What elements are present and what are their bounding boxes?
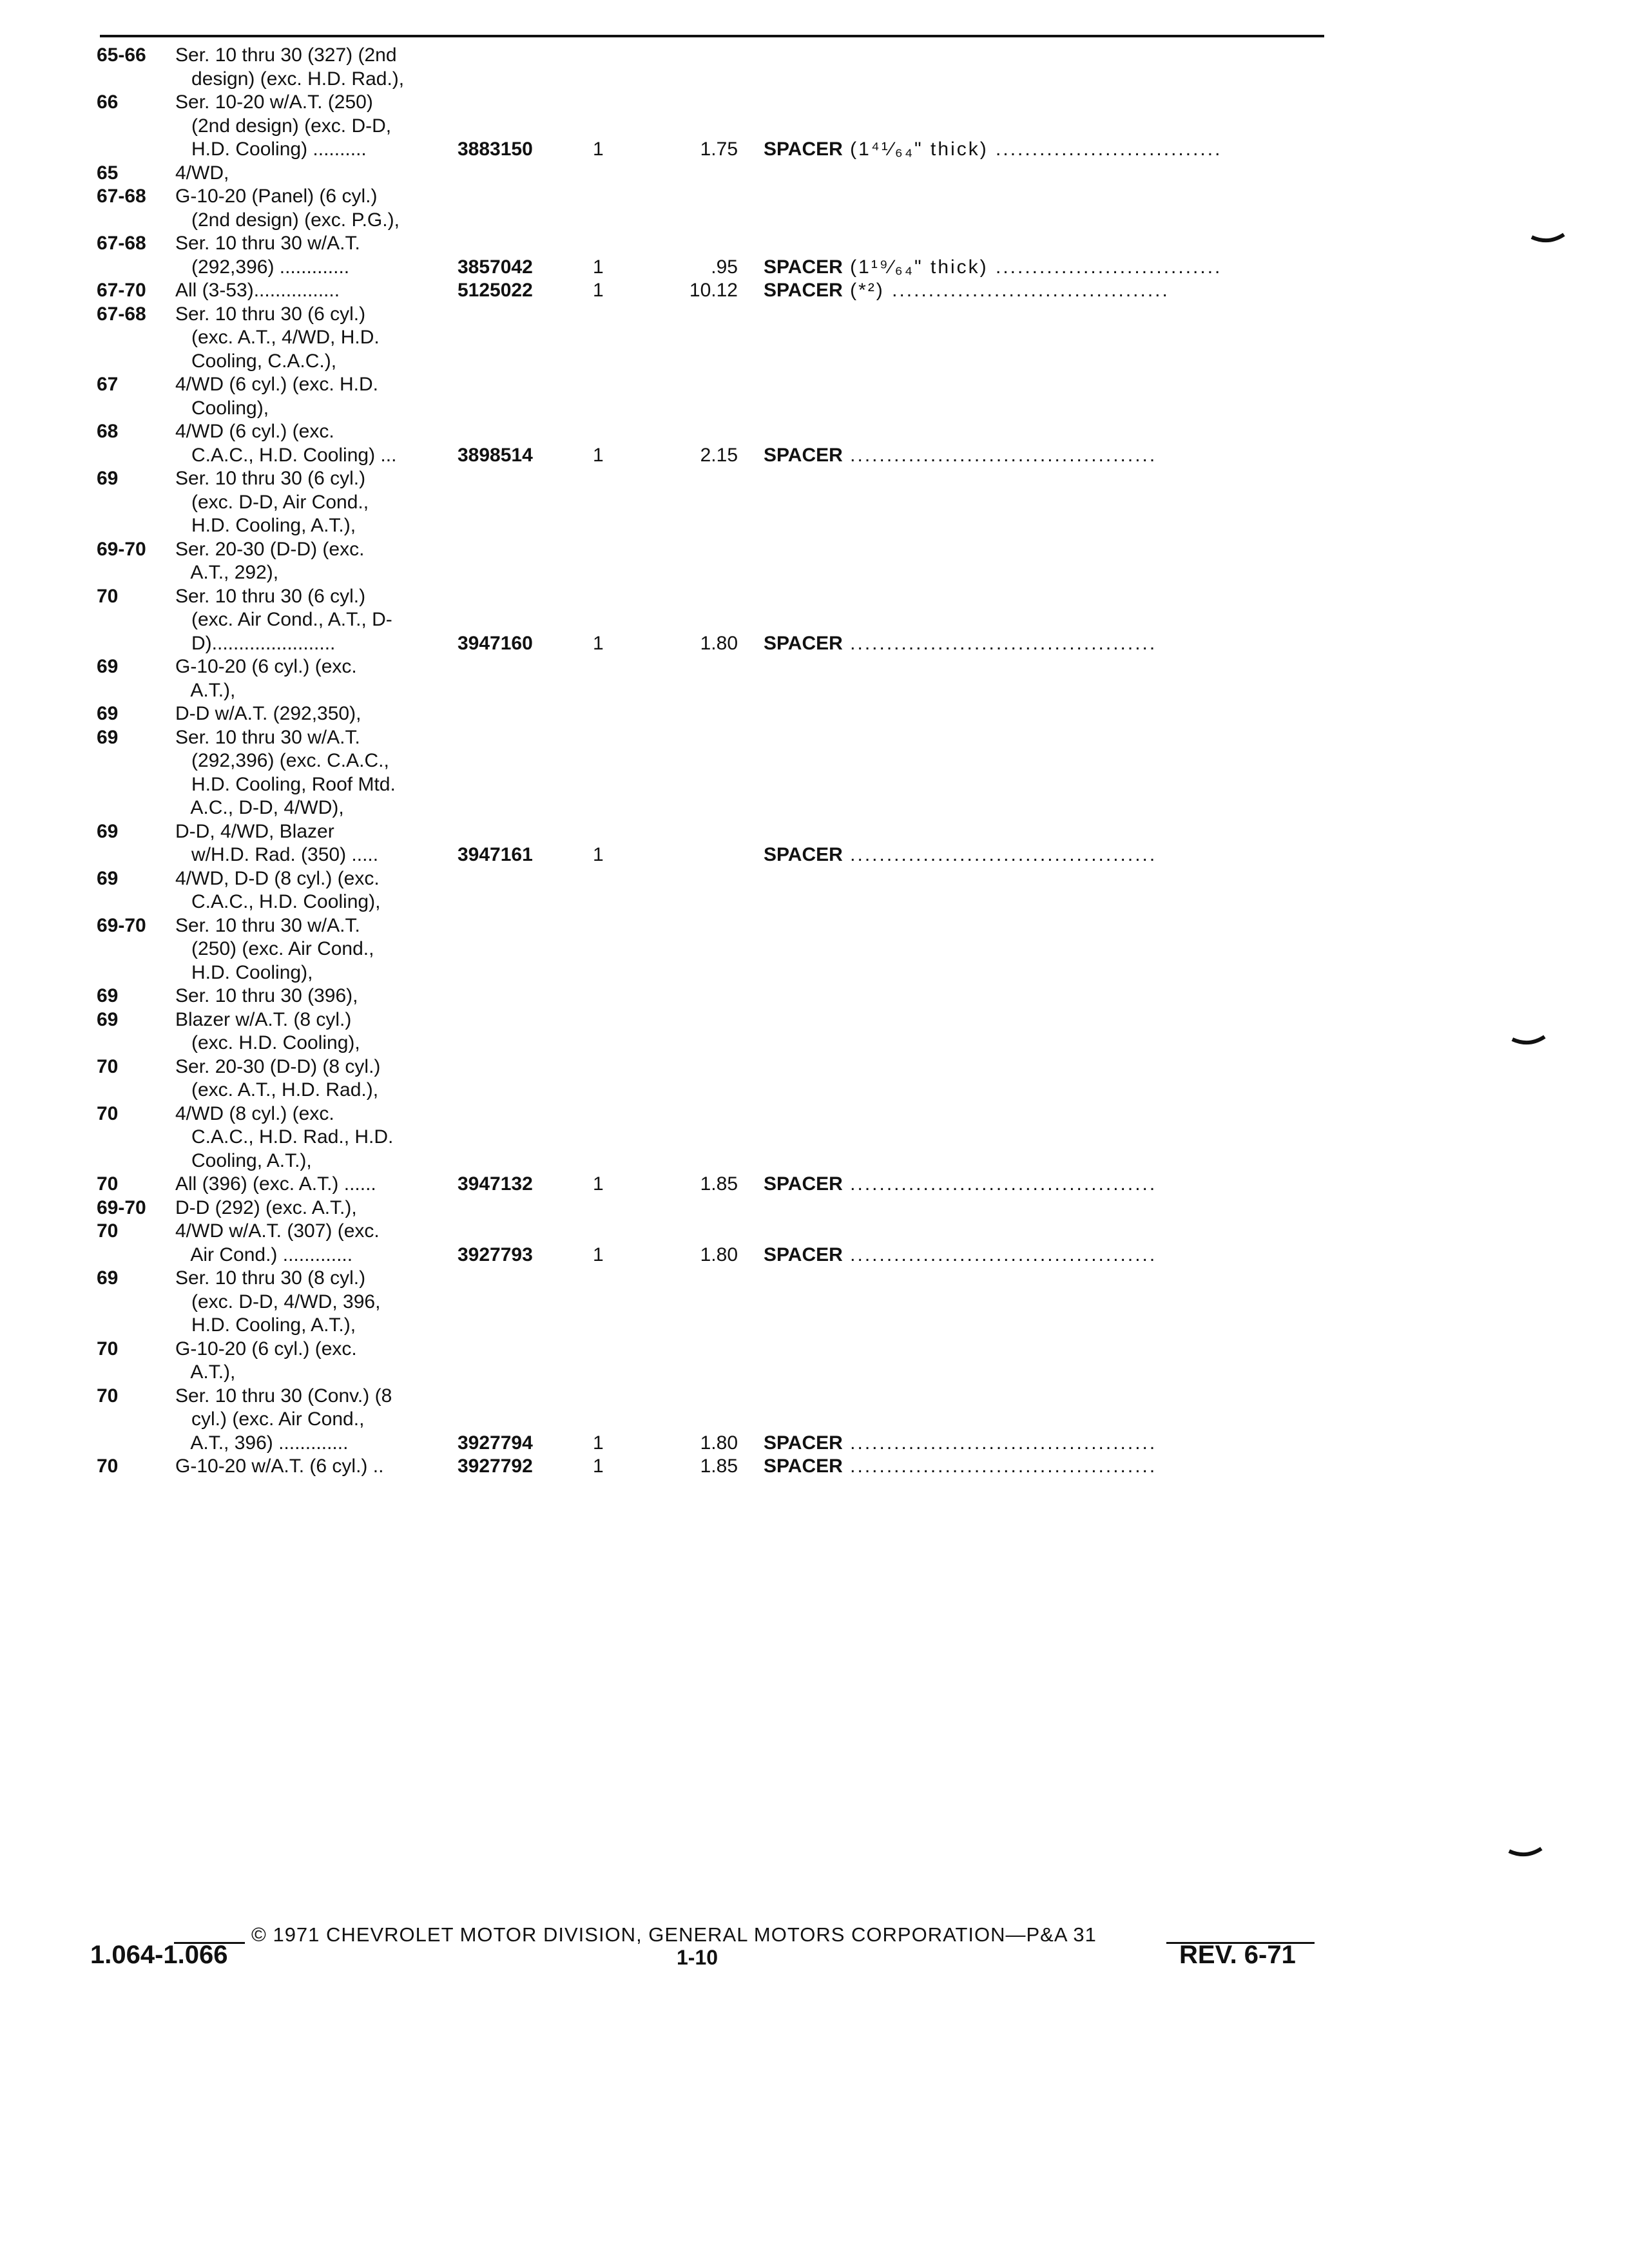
application-description: G-10-20 (6 cyl.) (exc. <box>175 1338 357 1360</box>
part-name <box>764 444 1157 467</box>
part-name-detail: .......................................... <box>842 1432 1157 1454</box>
quantity: 1 <box>593 1456 604 1477</box>
application-description: A.T.), <box>175 1361 236 1383</box>
part-number: 3927794 <box>458 1432 533 1454</box>
model-year: 70 <box>97 1173 119 1195</box>
part-name-detail: .......................................... <box>842 632 1157 654</box>
part-name-detail: .......................................... <box>842 1244 1157 1265</box>
application-description: D-D w/A.T. (292,350), <box>175 703 361 724</box>
part-name-detail: .......................................... <box>842 444 1157 466</box>
part-number: 3947132 <box>458 1173 533 1195</box>
part-number: 3857042 <box>458 256 533 278</box>
application-description: G-10-20 (Panel) (6 cyl.) <box>175 186 378 207</box>
model-year: 70 <box>97 1220 119 1242</box>
price: 1.80 <box>700 632 738 654</box>
application-description: (exc. A.T., H.D. Rad.), <box>175 1079 379 1100</box>
application-description: Ser. 20-30 (D-D) (8 cyl.) <box>175 1055 381 1077</box>
model-year: 67-68 <box>97 303 146 325</box>
application-description: Blazer w/A.T. (8 cyl.) <box>175 1008 352 1030</box>
price: .95 <box>711 256 738 278</box>
quantity: 1 <box>593 1432 604 1454</box>
application-description: H.D. Cooling, A.T.), <box>175 515 356 536</box>
quantity: 1 <box>593 632 604 654</box>
application-description: Ser. 10 thru 30 (6 cyl.) <box>175 585 366 607</box>
application-description: (2nd design) (exc. D-D, <box>175 115 392 137</box>
model-year: 67-70 <box>97 280 146 301</box>
part-number: 3927792 <box>458 1456 533 1477</box>
model-year: 69 <box>97 703 119 724</box>
part-name-bold: SPACER <box>764 139 843 160</box>
model-year: 69 <box>97 820 119 842</box>
quantity: 1 <box>593 1244 604 1265</box>
application-description: 4/WD, <box>175 162 229 184</box>
model-year: 65 <box>97 162 119 184</box>
part-name-bold: SPACER <box>764 1456 843 1477</box>
application-description: D)....................... <box>175 632 336 654</box>
quantity: 1 <box>593 139 604 160</box>
quantity: 1 <box>593 280 604 301</box>
application-description: cyl.) (exc. Air Cond., <box>175 1408 365 1430</box>
application-description: D-D (292) (exc. A.T.), <box>175 1196 357 1218</box>
part-name-bold: SPACER <box>764 844 843 865</box>
part-name-bold: SPACER <box>764 632 843 654</box>
application-description: (292,396) (exc. C.A.C., <box>175 750 389 771</box>
part-number: 5125022 <box>458 280 533 301</box>
application-description: Ser. 10 thru 30 (327) (2nd <box>175 44 397 66</box>
model-year: 66 <box>97 91 119 113</box>
application-description: Ser. 10-20 w/A.T. (250) <box>175 91 373 113</box>
page-number: 1-10 <box>677 1946 718 1969</box>
application-description: Ser. 10 thru 30 (Conv.) (8 <box>175 1385 392 1407</box>
part-name-bold: SPACER <box>764 1432 843 1454</box>
application-description: C.A.C., H.D. Cooling), <box>175 891 381 912</box>
part-name-detail: .......................................... <box>842 1173 1157 1195</box>
model-year: 69-70 <box>97 1196 146 1218</box>
footer-copyright: © 1971 CHEVROLET MOTOR DIVISION, GENERAL MOTORS CORPORATION—P&A 31 <box>251 1923 1097 1946</box>
part-name <box>764 256 1222 279</box>
application-description: Ser. 10 thru 30 w/A.T. <box>175 233 360 254</box>
application-description: A.T.), <box>175 679 236 701</box>
part-number: 3947160 <box>458 632 533 654</box>
model-year: 69-70 <box>97 914 146 936</box>
model-year: 69 <box>97 1267 119 1289</box>
price: 1.80 <box>700 1432 738 1454</box>
application-description: 4/WD (6 cyl.) (exc. H.D. <box>175 374 379 395</box>
application-description: (250) (exc. Air Cond., <box>175 938 374 959</box>
part-name <box>764 279 1170 302</box>
application-description: A.C., D-D, 4/WD), <box>175 797 344 818</box>
quantity: 1 <box>593 1173 604 1195</box>
model-year: 67-68 <box>97 186 146 207</box>
model-year: 69 <box>97 726 119 748</box>
scan-mark-3 <box>1508 1846 1543 1860</box>
model-year: 68 <box>97 421 119 442</box>
model-year: 70 <box>97 1456 119 1477</box>
model-year: 69 <box>97 468 119 489</box>
part-name <box>764 632 1157 655</box>
application-description: C.A.C., H.D. Rad., H.D. <box>175 1126 394 1148</box>
application-description: 4/WD w/A.T. (307) (exc. <box>175 1220 380 1242</box>
application-description: D-D, 4/WD, Blazer <box>175 820 334 842</box>
application-description: H.D. Cooling, A.T.), <box>175 1314 356 1336</box>
price: 2.15 <box>700 444 738 466</box>
price: 1.75 <box>700 139 738 160</box>
quantity: 1 <box>593 844 604 865</box>
model-year: 70 <box>97 1055 119 1077</box>
part-name-bold: SPACER <box>764 256 843 278</box>
part-name-detail: .......................................... <box>842 1456 1157 1477</box>
application-description: Ser. 20-30 (D-D) (exc. <box>175 538 365 560</box>
application-description: Ser. 10 thru 30 (6 cyl.) <box>175 303 366 325</box>
application-description: 4/WD (8 cyl.) (exc. <box>175 1102 334 1124</box>
model-year: 67 <box>97 374 119 395</box>
application-description: H.D. Cooling, Roof Mtd. <box>175 773 396 795</box>
model-year: 69 <box>97 867 119 889</box>
application-description: A.T., 292), <box>175 562 279 583</box>
price: 1.80 <box>700 1244 738 1265</box>
model-year: 65-66 <box>97 44 146 66</box>
revision: REV. 6-71 <box>1179 1941 1296 1969</box>
application-description: (exc. H.D. Cooling), <box>175 1032 360 1053</box>
application-description: Ser. 10 thru 30 w/A.T. <box>175 914 360 936</box>
scan-mark-2 <box>1511 1034 1547 1048</box>
quantity: 1 <box>593 256 604 278</box>
application-description: Ser. 10 thru 30 (396), <box>175 985 358 1006</box>
application-description: (exc. Air Cond., A.T., D- <box>175 609 392 630</box>
part-name <box>764 1455 1157 1478</box>
group-number: 1.064-1.066 <box>90 1941 228 1969</box>
part-name-bold: SPACER <box>764 1244 843 1265</box>
application-description: (2nd design) (exc. P.G.), <box>175 209 400 231</box>
scan-mark-1 <box>1530 232 1566 246</box>
model-year: 70 <box>97 1338 119 1360</box>
model-year: 70 <box>97 585 119 607</box>
model-year: 69 <box>97 1008 119 1030</box>
part-name-bold: SPACER <box>764 1173 843 1195</box>
application-description: Ser. 10 thru 30 (6 cyl.) <box>175 468 366 489</box>
application-description: Ser. 10 thru 30 (8 cyl.) <box>175 1267 366 1289</box>
model-year: 69-70 <box>97 538 146 560</box>
model-year: 67-68 <box>97 233 146 254</box>
model-year: 70 <box>97 1102 119 1124</box>
application-description: 4/WD, D-D (8 cyl.) (exc. <box>175 867 380 889</box>
price: 1.85 <box>700 1456 738 1477</box>
application-description: H.D. Cooling) .......... <box>175 139 367 160</box>
part-number: 3898514 <box>458 444 533 466</box>
part-name-detail: (1⁴¹⁄₆₄" thick) ............................... <box>842 139 1222 160</box>
part-name <box>764 1432 1157 1455</box>
part-number: 3883150 <box>458 139 533 160</box>
application-description: Air Cond.) ............. <box>175 1244 353 1265</box>
top-rule <box>100 35 1324 37</box>
application-description: w/H.D. Rad. (350) ..... <box>175 844 379 865</box>
part-name <box>764 1244 1157 1267</box>
part-number: 3927793 <box>458 1244 533 1265</box>
application-description: Cooling, C.A.C.), <box>175 350 337 372</box>
part-number: 3947161 <box>458 844 533 865</box>
price: 1.85 <box>700 1173 738 1195</box>
application-description: 4/WD (6 cyl.) (exc. <box>175 421 334 442</box>
model-year: 69 <box>97 656 119 677</box>
part-name <box>764 138 1222 161</box>
application-description: (292,396) ............. <box>175 256 350 278</box>
application-description: C.A.C., H.D. Cooling) ... <box>175 444 397 466</box>
application-description: design) (exc. H.D. Rad.), <box>175 68 405 90</box>
model-year: 70 <box>97 1385 119 1407</box>
part-name <box>764 843 1157 867</box>
part-name-detail: (*²) ...................................... <box>842 280 1170 301</box>
part-name-detail: (1¹⁹⁄₆₄" thick) ............................... <box>842 256 1222 278</box>
application-description: Ser. 10 thru 30 w/A.T. <box>175 726 360 748</box>
application-description: All (3-53)................ <box>175 280 340 301</box>
part-name-bold: SPACER <box>764 280 843 301</box>
application-description: Cooling, A.T.), <box>175 1149 312 1171</box>
application-description: Cooling), <box>175 397 269 419</box>
application-description: G-10-20 w/A.T. (6 cyl.) .. <box>175 1456 384 1477</box>
application-description: (exc. A.T., 4/WD, H.D. <box>175 327 380 348</box>
part-name-bold: SPACER <box>764 444 843 466</box>
quantity: 1 <box>593 444 604 466</box>
part-name <box>764 1173 1157 1196</box>
price: 10.12 <box>689 280 738 301</box>
application-description: A.T., 396) ............. <box>175 1432 349 1454</box>
application-description: (exc. D-D, Air Cond., <box>175 491 369 513</box>
model-year: 69 <box>97 985 119 1006</box>
part-name-detail: .......................................... <box>842 844 1157 865</box>
application-description: All (396) (exc. A.T.) ...... <box>175 1173 376 1195</box>
application-description: (exc. D-D, 4/WD, 396, <box>175 1291 381 1312</box>
application-description: H.D. Cooling), <box>175 961 313 983</box>
application-description: G-10-20 (6 cyl.) (exc. <box>175 656 357 677</box>
